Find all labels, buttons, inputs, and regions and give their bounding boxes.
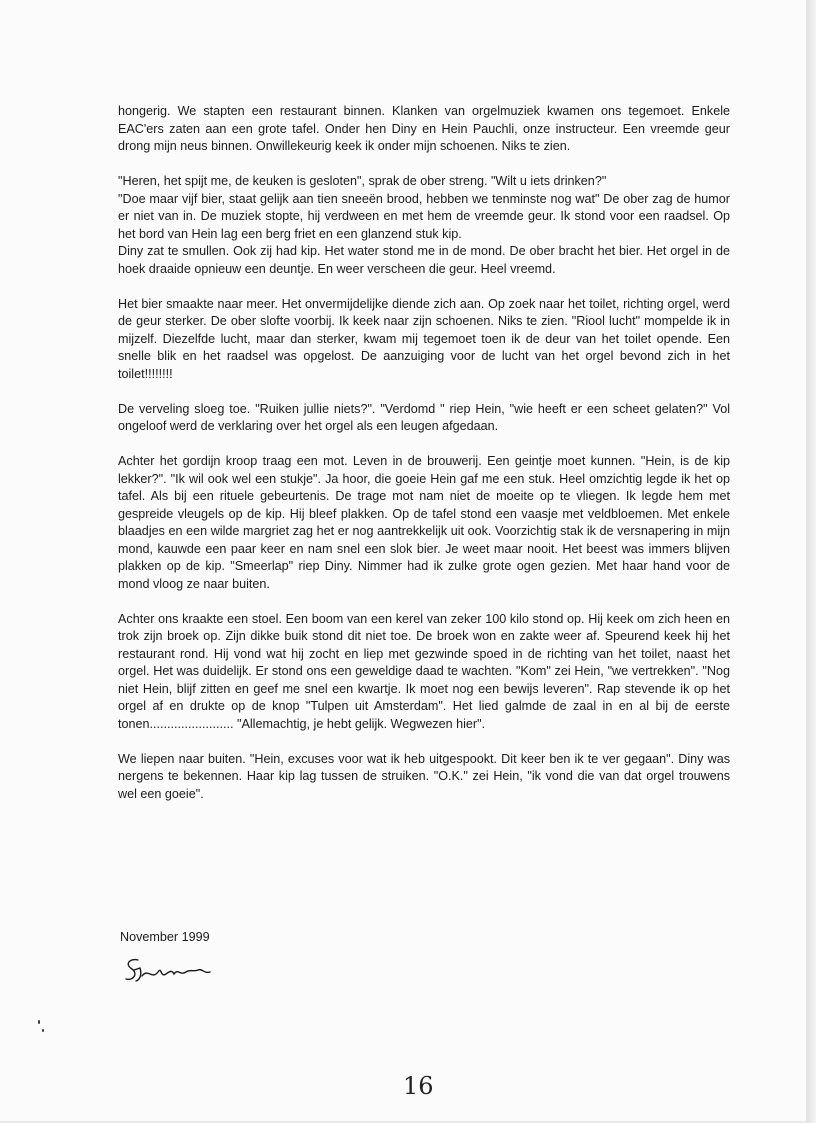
body-text (118, 103, 730, 821)
paragraph-9: We liepen naar buiten. "Hein, excuses voor wat ik heb uitgespookt. Dit keer ben ik te ver gegaan". Diny was nergens te bekennen. Haar kip lag tussen de struiken. "O.K." zei Hein, "ik vond die van dat orgel trouwens wel een goeie". (118, 751, 730, 801)
paragraph-6: De verveling sloeg toe. "Ruiken jullie niets?". "Verdomd " riep Hein, "wie heeft er een scheet gelaten?" Vol ongeloof werd de verklaring over het orgel als een leugen afgedaan. (118, 401, 730, 433)
paragraph-2: "Heren, het spijt me, de keuken is gesloten", sprak de ober streng. "Wilt u iets drinken?" (118, 174, 607, 188)
paragraph-5: Het bier smaakte naar meer. Het onvermijdelijke diende zich aan. Op zoek naar het toilet, richting orgel, werd de geur sterker. De ober slofte voorbij. Ik keek naar zijn schoenen. Niks te zien. "Riool lucht" mompelde ik in mijzelf. Diezelfde lucht, maar dan sterker, kwam mij tegemoet toen ik de deur van het toilet opende. Een snelle blik en het raadsel was opgelost. De aanzuiging voor de lucht van het orgel bevond zich in het toilet!!!!!!!! (118, 296, 730, 381)
paragraph-4: Diny zat te smullen. Ook zij had kip. Het water stond me in de mond. De ober bracht het bier. Het orgel in de hoek draaide opnieuw een deuntje. En weer verscheen die geur. Heel vreemd. (118, 244, 730, 276)
signature (118, 952, 228, 993)
paragraph-7: Achter het gordijn kroop traag een mot. Leven in de brouwerij. Een geintje moet kunnen. "Hein, is de kip lekker?". "Ik wil ook wel een stukje". Ja hoor, die goeie Hein gaf me een stuk. Heel omzichtig legde ik het op tafel. Als bij een rituele gebeurtenis. De trage mot nam niet de moeite op te vliegen. Ik legde hem met gespreide vleugels op de kip. Hij bleef plakken. Op de tafel stond een vaasje met veldbloemen. Met enkele blaadjes en een wilde margriet zag het er nog aantrekkelijk uit ook. Voorzichtig stak ik de versnapering in mijn mond, kauwde een paar keer en nam snel een slok bier. Je weet maar nooit. Het beest was immers blijven plakken op de kip. "Smeerlap" riep Diny. Nimmer had ik zulke grote ogen gezien. Met haar hand voor de mond vloog ze naar buiten. (118, 454, 730, 591)
date-line: November 1999 (120, 930, 210, 944)
scan-speck (38, 1020, 40, 1024)
paragraph-8: Achter ons kraakte een stoel. Een boom van een kerel van zeker 100 kilo stond op. Hij keek om zich heen en trok zijn broek op. Zijn dikke buik stond dit niet toe. De broek won en zakte weer af. Speurend keek hij het restaurant rond. Hij vond wat hij zocht en liep met gezwinde spoed in de richting van het toilet, naast het orgel. Het was duidelijk. Er stond ons een geweldige daad te wachten. "Kom" zei Hein, "we vertrekken". "Nog niet Hein, blijf zitten en geef me snel een kwartje. Ik moet nog een bewijs leveren". Rap stevende ik op het orgel af en drukte op de knop "Tulpen uit Amsterdam". Het lied galmde de zaal in en al bij de eerste tonen........................ "Allemachtig, je hebt gelijk. Wegwezen hier". (118, 611, 730, 731)
page-edge (806, 0, 816, 1123)
scan-speck (42, 1029, 44, 1032)
page-number: 16 (403, 1072, 434, 1100)
paragraph-1: hongerig. We stapten een restaurant binnen. Klanken van orgelmuziek kwamen ons tegemoet. Enkele EAC'ers zaten aan een grote tafel. Onder hen Diny en Hein Pauchli, onze instructeur. Een vreemde geur drong mijn neus binnen. Onwillekeurig keek ik onder mijn schoenen. Niks te zien. (118, 104, 730, 153)
paragraph-3: "Doe maar vijf bier, staat gelijk aan tien sneeën brood, hebben we tenminste nog wat" De ober zag de humor er niet van in. De muziek stopte, hij verdween en met hem de vreemde geur. Ik stond voor een raadsel. Op het bord van Hein lag een berg friet en een glanzend stuk kip. (118, 191, 730, 241)
